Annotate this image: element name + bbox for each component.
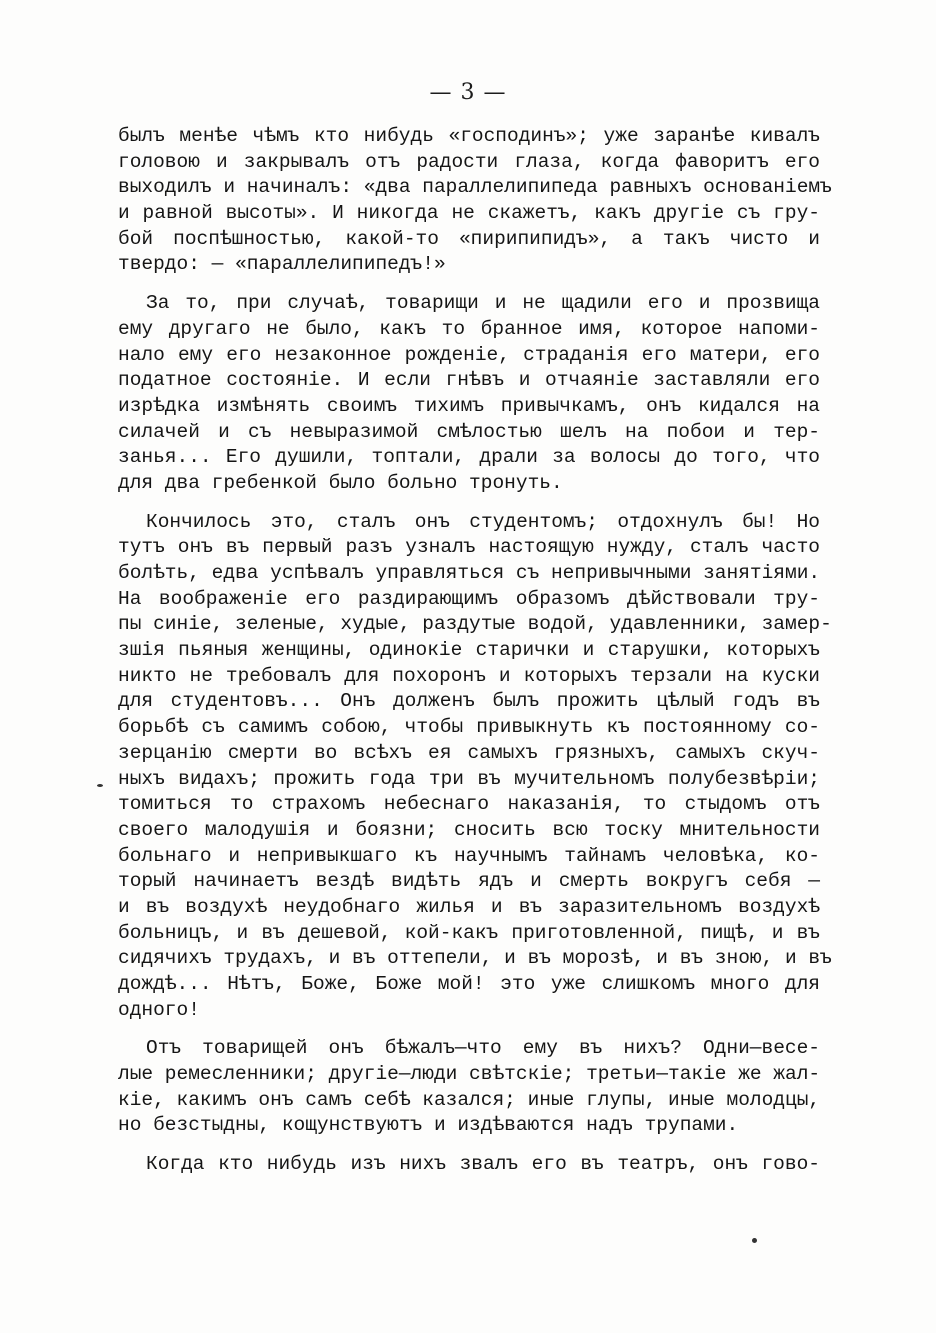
text-line: На воображеніе его раздирающимъ образомъ дѣйствовали тру- [118, 587, 820, 610]
text-line: кіе, какимъ онъ самъ себѣ казался; иные глупы, иные молодцы, [118, 1088, 821, 1111]
text-line: головою и закрывалъ отъ радости глаза, когда фаворитъ его [118, 150, 820, 173]
text-line: больнаго и непривыкшаго къ научнымъ тайнамъ человѣка, ко- [118, 844, 820, 867]
text-line: пы синіе, зеленые, худые, раздутые водой, удавленники, замер- [118, 613, 832, 636]
text-line: никто не требовалъ для похоронъ и которыхъ терзали на куски [118, 664, 820, 687]
text-line: изрѣдка измѣнять своимъ тихимъ привычкамъ, онъ кидался на [118, 394, 820, 417]
text-line: Когда кто нибудь изъ нихъ звалъ его въ театръ, онъ гово- [146, 1153, 820, 1176]
text-line: зшія пьяныя женщины, одинокіе старички и старушки, которыхъ [118, 639, 820, 662]
text-line: для два гребенкой было больно тронуть. [118, 471, 563, 494]
text-line: и равной высоты». И никогда не скажетъ, какъ другіе съ гру- [118, 202, 820, 225]
text-line: Отъ товарищей онъ бѣжалъ—что ему въ нихъ? Одни—весе- [146, 1037, 820, 1060]
text-line: зерцанію смерти во всѣхъ ея самыхъ грязныхъ, самыхъ скуч- [118, 741, 820, 764]
paragraph [118, 510, 832, 1024]
text-line: тутъ онъ въ первый разъ узналъ настоящую нужду, сталъ часто [118, 536, 820, 559]
scan-speck [97, 784, 103, 787]
text-line: силачей и съ невыразимой смѣлостью шелъ на побои и тер- [118, 420, 820, 443]
text-line: одного! [118, 998, 200, 1021]
text-line: сидячихъ трудахъ, и въ оттепели, и въ морозѣ, и въ зною, и въ [118, 947, 832, 970]
body-text [118, 124, 832, 1178]
paragraph [118, 1036, 820, 1139]
paragraph [118, 124, 832, 278]
text-line: податное состояніе. И если гнѣвъ и отчаяніе заставляли его [118, 369, 820, 392]
text-line: и въ воздухѣ неудобнаго жилья и въ заразительномъ воздухѣ [118, 895, 820, 918]
text-line: ему другаго не было, какъ то бранное имя, которое напоми- [118, 317, 820, 340]
text-line: Кончилось это, сталъ онъ студентомъ; отдохнулъ бы! Но [146, 510, 820, 533]
text-line: выходилъ и начиналъ: «два параллелипипеда равныхъ основаніемъ [118, 176, 832, 199]
text-line: занья... Его душили, топтали, драли за волосы до того, что [118, 446, 820, 469]
text-line: томиться то страхомъ небеснаго наказанія, то стыдомъ отъ [118, 793, 820, 816]
text-line: для студентовъ... Онъ долженъ былъ прожить цѣлый годъ въ [118, 690, 820, 713]
text-line: торый начинаетъ вездѣ видѣть ядъ и смерть вокругъ себя — [118, 870, 820, 893]
page-number: — 3 — [429, 80, 507, 105]
text-line: но безстыдны, кощунствуютъ и издѣваются надъ трупами. [118, 1114, 739, 1137]
text-line: былъ менѣе чѣмъ кто нибудь «господинъ»; уже заранѣе кивалъ [118, 125, 820, 147]
text-line: болѣть, едва успѣвалъ управляться съ непривычными занятіями. [118, 562, 821, 584]
text-line: твердо: — «параллелипипедъ!» [118, 253, 446, 276]
text-line: борьбѣ съ самимъ собою, чтобы привыкнуть къ постоянному со- [118, 716, 820, 739]
text-line: бой поспѣшностью, какой-то «пирипипидъ», а такъ чисто и [118, 227, 820, 250]
paragraph [118, 1152, 820, 1178]
text-line: больницъ, и въ дешевой, кой-какъ приготовленной, пищѣ, и въ [118, 921, 820, 944]
text-line: своего малодушія и боязни; сносить всю тоску мнительности [118, 818, 820, 841]
paragraph [118, 291, 820, 497]
text-line: дождѣ... Нѣтъ, Боже, Боже мой! это уже слишкомъ много для [118, 973, 820, 995]
text-line: нало ему его незаконное рожденіе, страданія его матери, его [118, 343, 820, 366]
text-line: лые ремесленники; другіе—люди свѣтскіе; третьи—такіе же жал- [118, 1063, 821, 1086]
scan-speck [752, 1238, 757, 1243]
text-line: За то, при случаѣ, товарищи и не щадили его и прозвища [146, 292, 820, 315]
text-line: ныхъ видахъ; прожить года три въ мучительномъ полубезвѣріи; [118, 767, 820, 790]
